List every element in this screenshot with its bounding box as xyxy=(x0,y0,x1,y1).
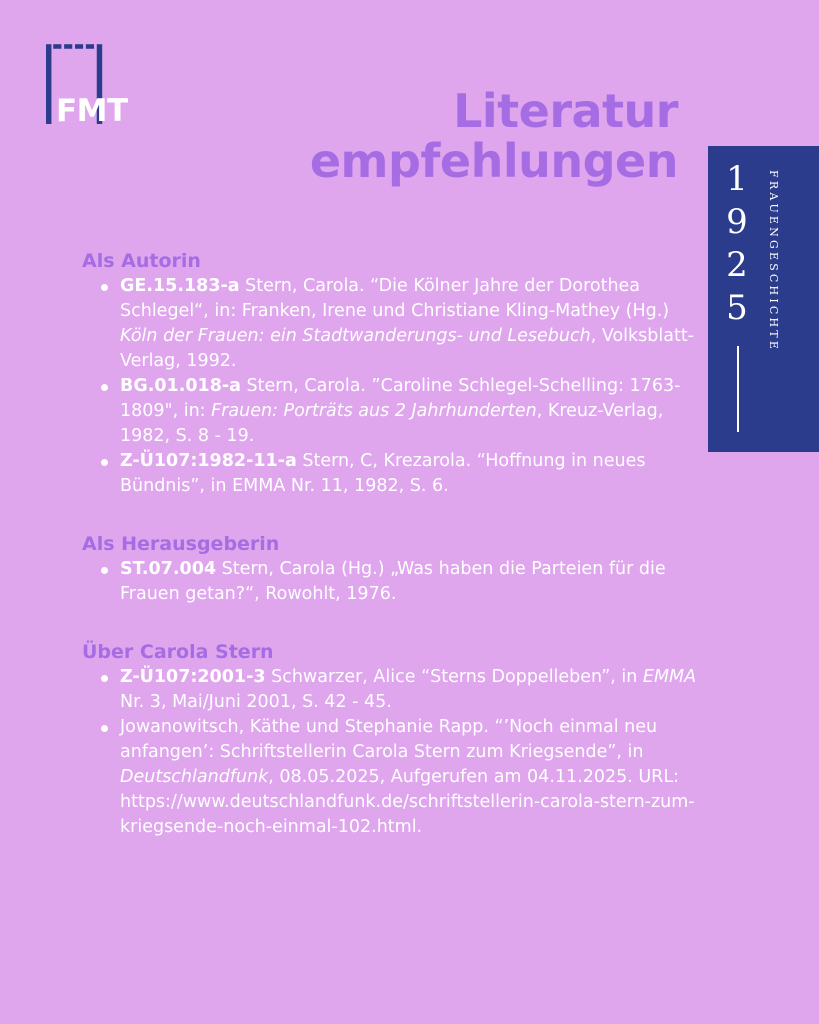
section-heading: Als Autorin xyxy=(82,250,201,272)
signature: BG.01.018-a xyxy=(120,376,241,396)
entry-text: , Kreuz-Verlag, 1982, S. 8 - 19. xyxy=(120,401,664,446)
section-ueber xyxy=(82,639,704,840)
entry-title: Köln der Frauen: ein Stadtwanderungs- und Lesebuch xyxy=(120,326,591,346)
entry-title: Deutschlandfunk xyxy=(120,767,269,787)
entry-text: Schwarzer, Alice “Sterns Doppelleben”, in xyxy=(265,667,643,687)
year-digit: 5 xyxy=(726,288,748,328)
entry-text: , Volksblatt-Verlag, 1992. xyxy=(120,326,694,371)
fmt-logo xyxy=(46,42,136,132)
entry-title: Frauen: Porträts aus 2 Jahrhunderten xyxy=(211,401,537,421)
logo-text: FMT xyxy=(56,93,128,129)
year-box xyxy=(708,146,819,452)
list-item xyxy=(82,715,704,840)
section-heading: Als Herausgeberin xyxy=(82,533,280,555)
signature: GE.15.183-a xyxy=(120,276,240,296)
signature: Z-Ü107:2001-3 xyxy=(120,667,266,687)
entry-list xyxy=(82,665,704,840)
year-digits xyxy=(720,158,754,330)
signature: ST.07.004 xyxy=(120,559,217,579)
entry-text: Stern, Carola (Hg.) „Was haben die Parteien für die Frauen getan?“, Rowohlt, 1976. xyxy=(120,559,666,604)
list-item xyxy=(82,374,704,449)
literature-list xyxy=(82,248,704,872)
entry-text: , 08.05.2025, Aufgerufen am 04.11.2025. URL: https://www.deutschlandfunk.de/schriftstellerin-carola-stern-zum-kriegsende-noch-einmal-102.html. xyxy=(120,767,695,837)
entry-text: Jowanowitsch, Käthe und Stephanie Rapp. “’Noch einmal neu anfangen’: Schriftstellerin Carola Stern zum Kriegsende”, in xyxy=(120,717,658,762)
entry-text: Stern, Carola. “Die Kölner Jahre der Dorothea Schlegel“, in: Franken, Irene und Christiane Kling-Mathey (Hg.) xyxy=(120,276,670,321)
list-item xyxy=(82,665,704,715)
entry-list xyxy=(82,557,704,607)
section-herausgeberin xyxy=(82,531,704,607)
list-item xyxy=(82,557,704,607)
section-heading: Über Carola Stern xyxy=(82,641,274,663)
entry-text: Stern, Carola. ”Caroline Schlegel-Schelling: 1763-1809", in: xyxy=(120,376,681,421)
year-digit: 1 xyxy=(726,159,748,199)
entry-title: EMMA xyxy=(642,667,697,687)
list-item xyxy=(82,449,704,499)
signature: Z-Ü107:1982-11-a xyxy=(120,451,297,471)
year-divider-line xyxy=(737,346,739,432)
entry-text: Nr. 3, Mai/Juni 2001, S. 42 - 45. xyxy=(120,692,392,712)
entry-text: Stern, C, Krezarola. “Hoffnung in neues Bündnis”, in EMMA Nr. 11, 1982, S. 6. xyxy=(120,451,646,496)
title-line-2: empfehlungen xyxy=(309,134,678,188)
entry-list xyxy=(82,274,704,499)
frauengeschichte-label: FRAUENGESCHICHTE xyxy=(767,170,780,353)
section-autorin xyxy=(82,248,704,499)
list-item xyxy=(82,274,704,374)
page-title xyxy=(310,86,678,186)
year-digit: 2 xyxy=(726,245,748,285)
year-digit: 9 xyxy=(726,202,748,242)
title-line-1: Literatur xyxy=(453,84,678,138)
